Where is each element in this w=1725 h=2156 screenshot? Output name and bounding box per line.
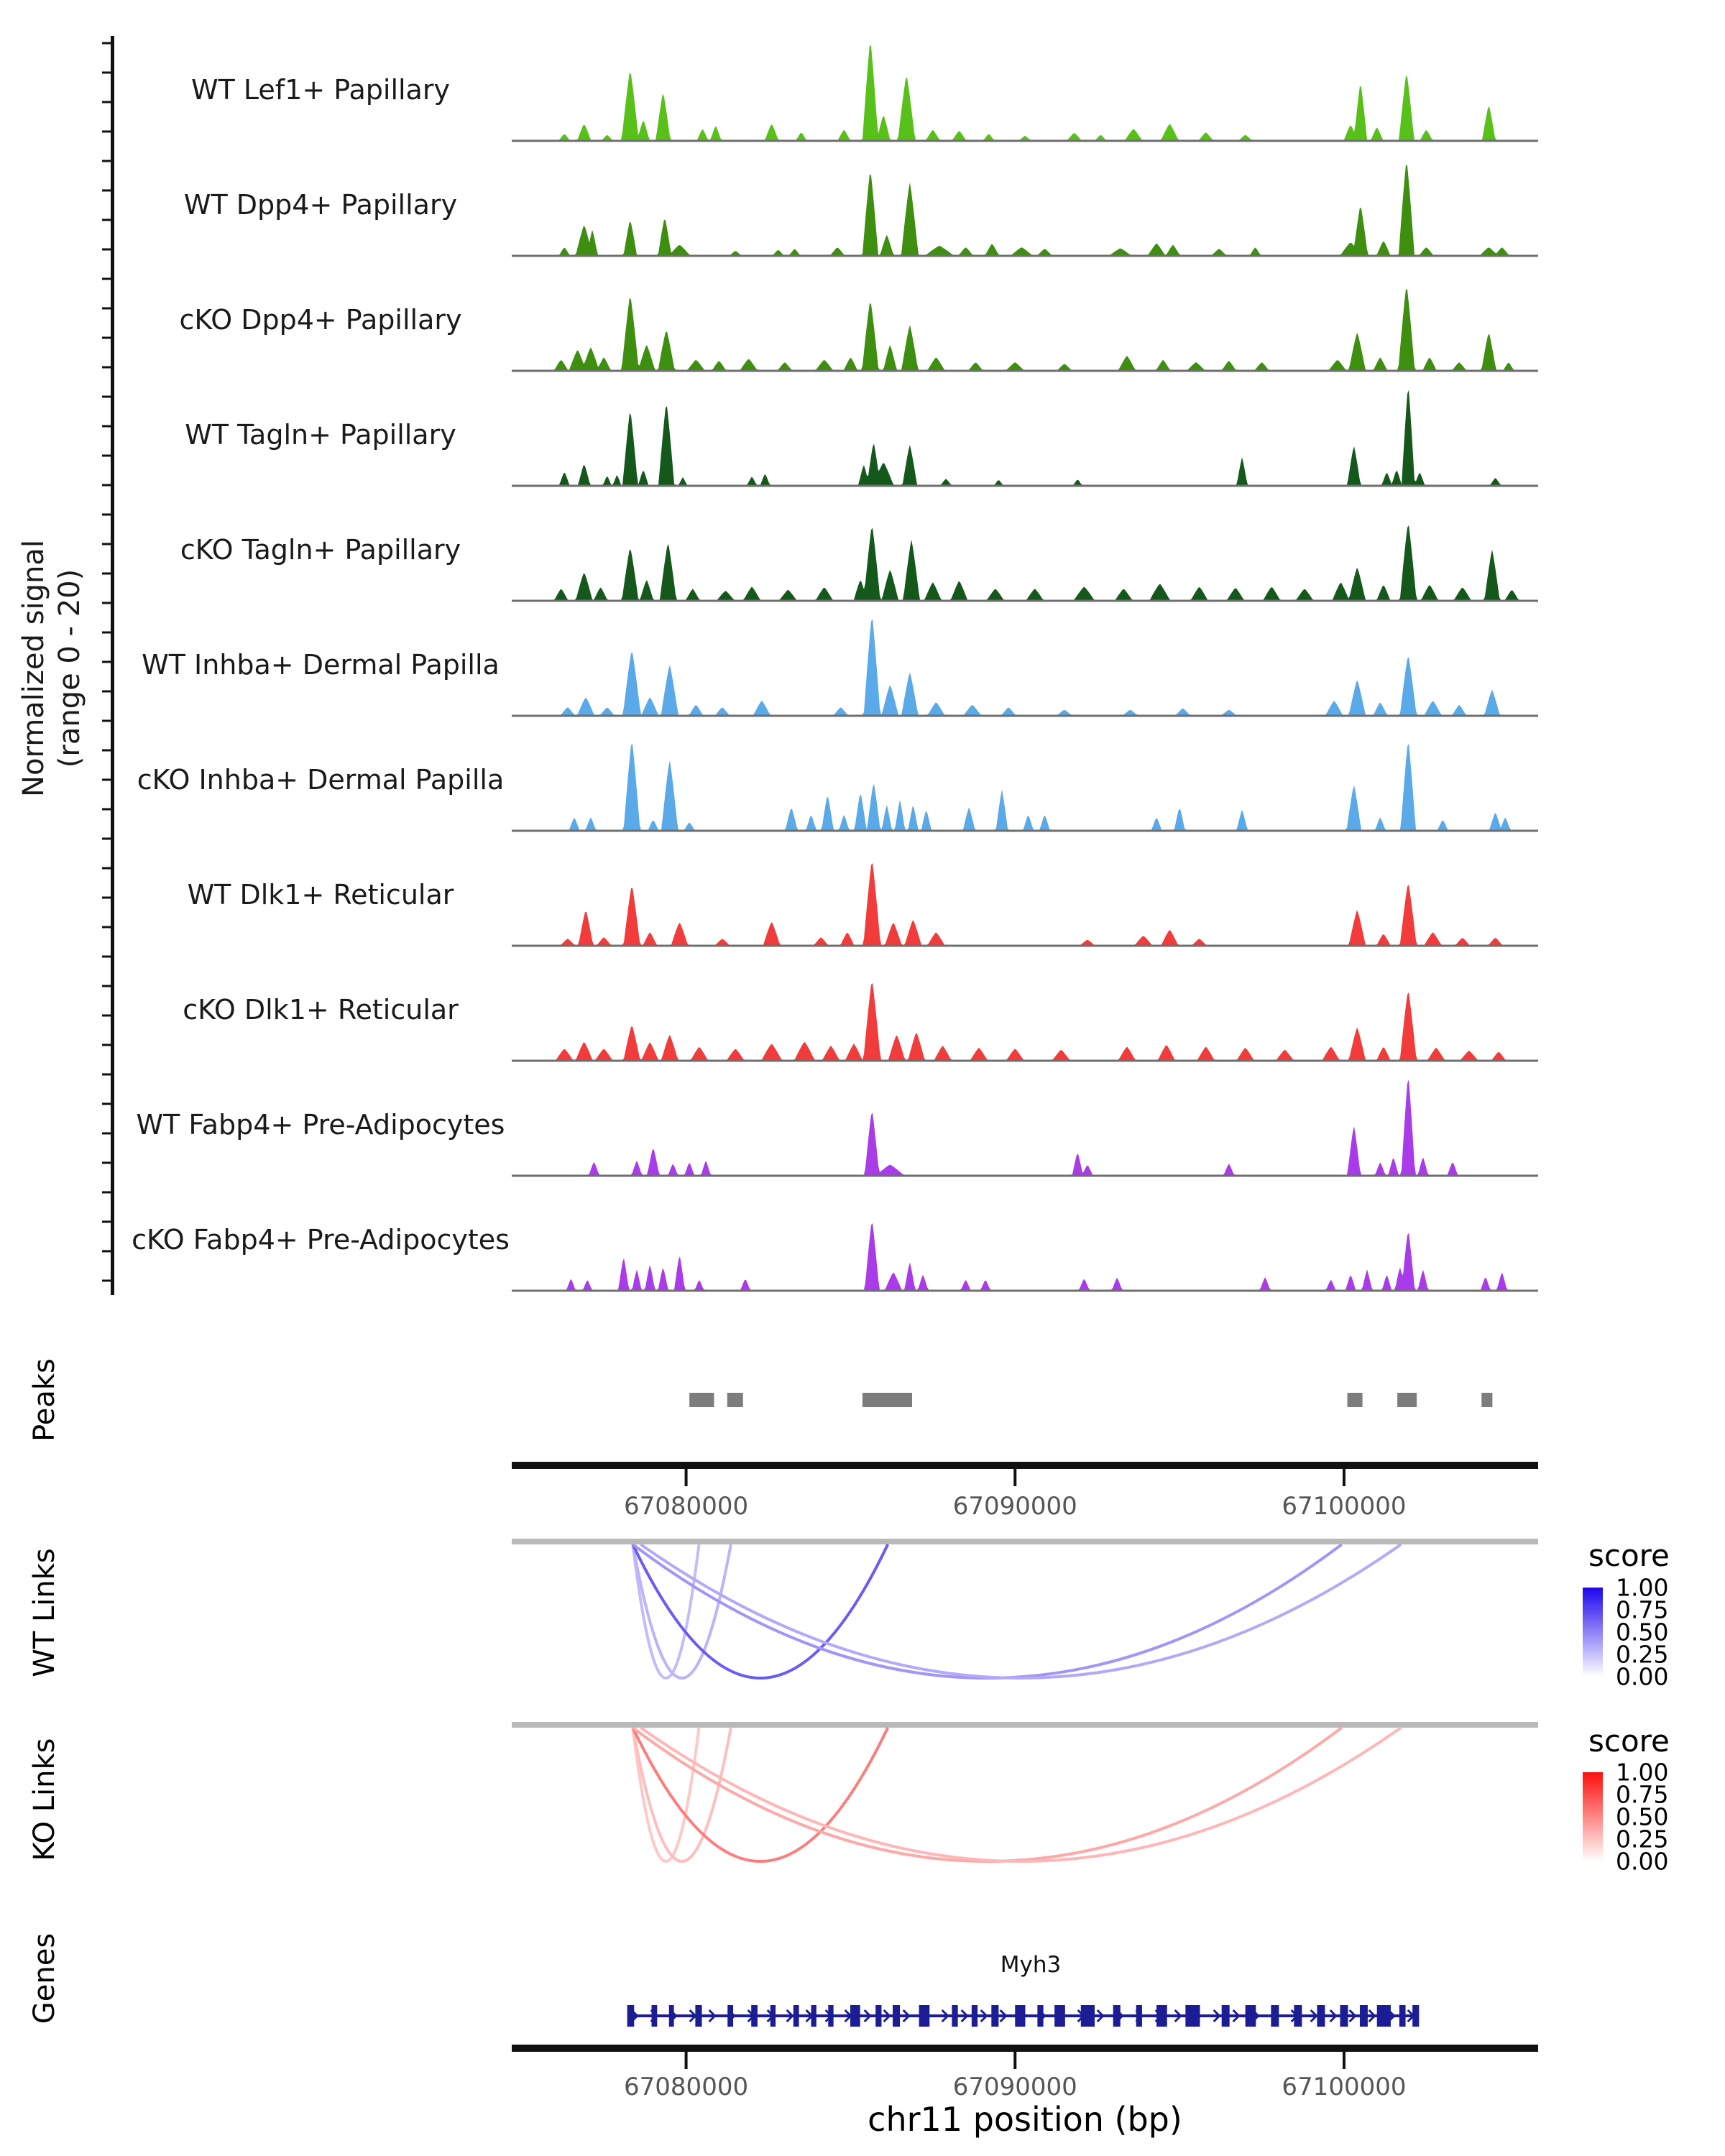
ko-link-arc-5	[640, 1728, 1401, 1861]
coverage-signal-cko-inhba-dermal-papilla	[512, 744, 1538, 830]
signal-axis-tick	[102, 278, 111, 280]
signal-axis-tick	[102, 838, 111, 840]
peaks-axis-tick	[1013, 1469, 1016, 1486]
peaks-axis-tick	[685, 1469, 688, 1486]
gene-exon-27	[1246, 2005, 1256, 2027]
gene-exon-25	[1185, 2005, 1200, 2027]
ko-links-legend-title: score	[1588, 1723, 1670, 1759]
genes-axis-tick	[685, 2052, 688, 2069]
track-label-cko-dpp4-papillary: cKO Dpp4+ Papillary	[179, 304, 462, 336]
signal-axis-tick	[102, 337, 111, 339]
wt-leg-bar-label-0.75: 0.75	[1616, 1595, 1669, 1624]
gene-exon-18	[1015, 2005, 1025, 2027]
track-baseline-wt-inhba-dermal-papilla	[512, 715, 1538, 717]
track-label-cko-fabp4-pre-adipocytes: cKO Fabp4+ Pre-Adipocytes	[132, 1224, 510, 1256]
signal-axis-tick	[102, 956, 111, 958]
track-label-wt-lef1-papillary: WT Lef1+ Papillary	[191, 74, 450, 106]
genes-tick-label-67100000: 67100000	[1282, 2073, 1407, 2101]
peaks-axis-line	[512, 1462, 1538, 1469]
wt-leg-bar-label-1.00: 1.00	[1616, 1573, 1669, 1602]
genes-axis-line	[512, 2045, 1538, 2052]
track-label-cko-inhba-dermal-papilla: cKO Inhba+ Dermal Papilla	[137, 764, 505, 796]
genes-tick-label-67090000: 67090000	[952, 2073, 1077, 2101]
gene-exon-15	[952, 2005, 957, 2027]
signal-axis-tick	[102, 1103, 111, 1105]
genes-axis-tick	[1343, 2052, 1346, 2069]
ko-links-legend-gradient-bar	[1583, 1772, 1603, 1861]
track-label-wt-dlk1-reticular: WT Dlk1+ Reticular	[187, 879, 454, 911]
coverage-signal-cko-tagln-papillary	[512, 525, 1538, 600]
signal-axis-tick	[102, 1074, 111, 1076]
signal-axis-tick	[102, 160, 111, 162]
section-label-ko-links: KO Links	[28, 1738, 61, 1861]
signal-axis-tick	[102, 1044, 111, 1046]
signal-axis-tick	[102, 750, 111, 752]
signal-axis-tick	[102, 602, 111, 604]
wt-links-legend-gradient-bar	[1583, 1588, 1603, 1677]
wt-leg-bar-label-0.50: 0.50	[1616, 1618, 1669, 1646]
coverage-signal-wt-inhba-dermal-papilla	[512, 619, 1538, 714]
signal-axis-tick	[102, 1280, 111, 1282]
coverage-signal-cko-dpp4-papillary	[512, 289, 1538, 369]
track-baseline-cko-tagln-papillary	[512, 600, 1538, 602]
wt-link-arc-4	[632, 1544, 1341, 1678]
gene-exon-22	[1113, 2005, 1121, 2027]
gene-exon-1	[627, 2005, 635, 2027]
signal-axis-tick	[102, 720, 111, 722]
wt-leg-bar-label-0.00: 0.00	[1616, 1662, 1669, 1691]
gene-exon-13	[893, 2005, 900, 2027]
track-label-wt-tagln-papillary: WT Tagln+ Papillary	[185, 419, 456, 451]
track-label-wt-inhba-dermal-papilla: WT Inhba+ Dermal Papilla	[142, 649, 500, 681]
signal-axis-tick	[102, 1221, 111, 1223]
coverage-signal-wt-fabp4-pre-adipocytes	[512, 1079, 1538, 1174]
signal-axis-tick	[102, 455, 111, 457]
wt-link-arc-2	[632, 1544, 730, 1678]
gene-exon-19	[1037, 2005, 1043, 2027]
gene-exon-32	[1360, 2005, 1368, 2027]
coverage-signal-wt-lef1-papillary	[512, 45, 1538, 139]
track-baseline-wt-tagln-papillary	[512, 485, 1538, 487]
section-label-wt-links: WT Links	[28, 1548, 61, 1677]
signal-axis-tick	[102, 926, 111, 929]
peak-interval-2	[727, 1393, 743, 1407]
section-label-genes: Genes	[28, 1932, 61, 2024]
track-label-cko-tagln-papillary: cKO Tagln+ Papillary	[180, 534, 461, 566]
gene-exon-3	[669, 2005, 674, 2027]
ko-leg-bar-label-0.25: 0.25	[1616, 1825, 1669, 1853]
signal-axis-tick	[102, 867, 111, 870]
signal-axis-tick	[102, 514, 111, 516]
gene-exon-26	[1222, 2005, 1230, 2027]
signal-axis-tick	[102, 484, 111, 487]
gene-exon-8	[794, 2005, 799, 2027]
ko-link-arc-4	[632, 1728, 1341, 1861]
gene-exon-31	[1340, 2005, 1348, 2027]
signal-axis-tick	[102, 131, 111, 133]
signal-axis-tick	[102, 367, 111, 369]
gene-exon-5	[727, 2005, 733, 2027]
gene-exon-33	[1377, 2005, 1391, 2027]
track-baseline-cko-inhba-dermal-papilla	[512, 830, 1538, 832]
signal-axis-tick	[102, 42, 111, 45]
section-label-peaks: Peaks	[28, 1358, 61, 1442]
signal-axis-tick	[102, 573, 111, 575]
y-axis-label-line2: (range 0 - 20)	[53, 568, 86, 768]
wt-links-baseline	[512, 1539, 1538, 1544]
peak-interval-6	[1481, 1393, 1492, 1407]
peak-interval-3	[862, 1393, 912, 1407]
peak-interval-4	[1348, 1393, 1363, 1407]
gene-exon-16	[972, 2005, 978, 2027]
genes-tick-label-67080000: 67080000	[624, 2073, 749, 2101]
gene-exon-30	[1317, 2005, 1325, 2027]
track-baseline-wt-lef1-papillary	[512, 140, 1538, 142]
track-baseline-cko-dpp4-papillary	[512, 370, 1538, 372]
signal-axis-tick	[102, 985, 111, 987]
signal-axis-tick	[102, 691, 111, 693]
wt-links-legend-title: score	[1588, 1538, 1670, 1573]
signal-axis-tick	[102, 1192, 111, 1194]
signal-axis-tick	[102, 1162, 111, 1164]
gene-exon-34	[1399, 2005, 1406, 2027]
track-baseline-cko-dlk1-reticular	[512, 1060, 1538, 1062]
signal-axis-tick	[102, 396, 111, 398]
coverage-signal-wt-dpp4-papillary	[512, 165, 1538, 254]
ko-leg-bar-label-0.75: 0.75	[1616, 1780, 1669, 1809]
y-axis-label	[16, 345, 88, 992]
peak-interval-5	[1397, 1393, 1417, 1407]
gene-exon-17	[991, 2005, 998, 2027]
coverage-signal-wt-tagln-papillary	[512, 390, 1538, 485]
coverage-signal-cko-dlk1-reticular	[512, 983, 1538, 1060]
track-label-wt-dpp4-papillary: WT Dpp4+ Papillary	[183, 189, 458, 221]
coverage-signal-wt-dlk1-reticular	[512, 863, 1538, 945]
track-baseline-wt-dlk1-reticular	[512, 945, 1538, 947]
track-label-wt-fabp4-pre-adipocytes: WT Fabp4+ Pre-Adipocytes	[136, 1109, 505, 1141]
ko-leg-bar-label-1.00: 1.00	[1616, 1758, 1669, 1787]
y-axis-label-line1: Normalized signal	[17, 540, 50, 797]
ko-links-baseline	[512, 1722, 1538, 1728]
signal-axis-tick	[102, 632, 111, 634]
genes-axis-tick	[1013, 2052, 1016, 2069]
peaks-tick-label-67090000: 67090000	[952, 1492, 1077, 1521]
peaks-axis-tick	[1343, 1469, 1346, 1486]
wt-leg-bar-label-0.25: 0.25	[1616, 1640, 1669, 1669]
signal-axis-tick	[102, 249, 111, 251]
ko-leg-bar-label-0.00: 0.00	[1616, 1847, 1669, 1876]
peaks-tick-label-67080000: 67080000	[624, 1492, 749, 1521]
track-baseline-wt-fabp4-pre-adipocytes	[512, 1175, 1538, 1177]
wt-link-arc-5	[640, 1544, 1401, 1678]
signal-axis-tick	[102, 808, 111, 811]
peaks-tick-label-67100000: 67100000	[1282, 1492, 1407, 1521]
coverage-signal-cko-fabp4-pre-adipocytes	[512, 1223, 1538, 1290]
track-label-cko-dlk1-reticular: cKO Dlk1+ Reticular	[183, 994, 459, 1026]
gene-name-label: Myh3	[1000, 1952, 1062, 1978]
peak-interval-1	[689, 1393, 714, 1407]
x-axis-label: chr11 position (bp)	[868, 2100, 1182, 2139]
ko-leg-bar-label-0.50: 0.50	[1616, 1802, 1669, 1831]
gene-exon-12	[875, 2005, 881, 2027]
track-baseline-cko-fabp4-pre-adipocytes	[512, 1290, 1538, 1292]
track-baseline-wt-dpp4-papillary	[512, 255, 1538, 257]
ko-link-arc-2	[632, 1728, 730, 1861]
